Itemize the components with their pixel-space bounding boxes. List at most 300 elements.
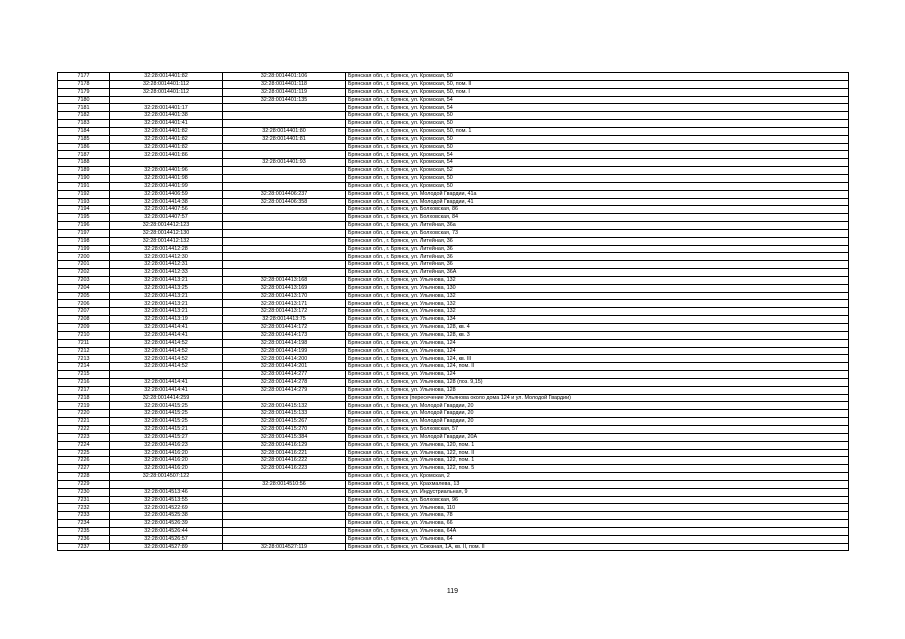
cadastral-number-cell: 32:28:0014414:198: [223, 339, 346, 347]
table-row: [58, 488, 849, 496]
row-number-cell: 7182: [58, 112, 110, 120]
row-number-cell: 7229: [58, 480, 110, 488]
cadastral-number-cell: 32:28:0014414:278: [223, 378, 346, 386]
parent-cadastral-number-cell: 32:28:0014525:38: [110, 512, 223, 520]
row-number-cell: 7203: [58, 276, 110, 284]
table-row: [58, 135, 849, 143]
address-cell: Брянская обл., г. Брянск, ул. Ульянова, 78: [346, 512, 849, 520]
cadastral-number-cell: [223, 473, 346, 481]
address-cell: Брянская обл., г. Брянск, ул. Кромская, 54: [346, 159, 849, 167]
table-row: [58, 222, 849, 230]
cadastral-number-cell: [223, 182, 346, 190]
table-row: [58, 473, 849, 481]
parent-cadastral-number-cell: 32:28:0014414:52: [110, 347, 223, 355]
row-number-cell: 7177: [58, 73, 110, 81]
row-number-cell: 7218: [58, 394, 110, 402]
address-cell: Брянская обл., г. Брянск, ул. Крахмалева, 13: [346, 480, 849, 488]
table-row: [58, 190, 849, 198]
table-row: [58, 543, 849, 551]
parent-cadastral-number-cell: 32:28:0014522:69: [110, 504, 223, 512]
parent-cadastral-number-cell: 32:28:0014406:59: [110, 190, 223, 198]
table-row: [58, 269, 849, 277]
address-cell: Брянская обл., г. Брянск, ул. Кромская, 50: [346, 112, 849, 120]
cadastral-number-cell: [223, 174, 346, 182]
parent-cadastral-number-cell: 32:28:0014414:52: [110, 363, 223, 371]
parent-cadastral-number-cell: 32:28:0014412:132: [110, 237, 223, 245]
table-row: [58, 261, 849, 269]
table-row: [58, 418, 849, 426]
cadastral-number-cell: 32:28:0014416:223: [223, 465, 346, 473]
address-cell: Брянская обл., г. Брянск, ул. Кромская, 54: [346, 104, 849, 112]
address-cell: Брянская обл., г. Брянск, ул. Ульянова, 134: [346, 316, 849, 324]
parent-cadastral-number-cell: 32:28:0014401:82: [110, 135, 223, 143]
cadastral-number-cell: 32:28:0014401:106: [223, 73, 346, 81]
address-cell: Брянская обл., г. Брянск, ул. Ульянова, 128, кв. 4: [346, 324, 849, 332]
table-row: [58, 347, 849, 355]
cadastral-number-cell: [223, 167, 346, 175]
parent-cadastral-number-cell: 32:28:0014401:99: [110, 182, 223, 190]
row-number-cell: 7190: [58, 174, 110, 182]
address-cell: Брянская обл., г. Брянск, ул. Ульянова, 132: [346, 300, 849, 308]
row-number-cell: 7227: [58, 465, 110, 473]
table-row: [58, 237, 849, 245]
row-number-cell: 7185: [58, 135, 110, 143]
row-number-cell: 7188: [58, 159, 110, 167]
table-row: [58, 410, 849, 418]
address-cell: Брянская обл., г. Брянск, ул. Ульянова, 64: [346, 535, 849, 543]
table-row: [58, 112, 849, 120]
address-cell: Брянская обл., г. Брянск, ул. Ульянова, 122, пом. 1: [346, 457, 849, 465]
row-number-cell: 7201: [58, 261, 110, 269]
row-number-cell: 7200: [58, 253, 110, 261]
row-number-cell: 7223: [58, 433, 110, 441]
row-number-cell: 7178: [58, 80, 110, 88]
row-number-cell: 7180: [58, 96, 110, 104]
parent-cadastral-number-cell: 32:28:0014412:31: [110, 261, 223, 269]
cadastral-number-cell: 32:28:0014413:172: [223, 308, 346, 316]
table-row: [58, 167, 849, 175]
table-row: [58, 425, 849, 433]
parent-cadastral-number-cell: 32:28:0014414:38: [110, 198, 223, 206]
parent-cadastral-number-cell: 32:28:0014415:25: [110, 418, 223, 426]
row-number-cell: 7234: [58, 520, 110, 528]
cadastral-number-cell: [223, 496, 346, 504]
cadastral-number-cell: [223, 229, 346, 237]
table-row: [58, 386, 849, 394]
cadastral-number-cell: 32:28:0014415:384: [223, 433, 346, 441]
address-cell: Брянская обл., г. Брянск, ул. Кромская, 50: [346, 135, 849, 143]
parent-cadastral-number-cell: 32:28:0014414:41: [110, 324, 223, 332]
address-cell: Брянская обл., г. Брянск, ул. Литейная, 36: [346, 261, 849, 269]
row-number-cell: 7231: [58, 496, 110, 504]
address-cell: Брянская обл., г. Брянск, ул. Ульянова, 132: [346, 308, 849, 316]
row-number-cell: 7217: [58, 386, 110, 394]
parent-cadastral-number-cell: 32:28:0014415:27: [110, 433, 223, 441]
parent-cadastral-number-cell: 32:28:0014414:259: [110, 394, 223, 402]
address-cell: Брянская обл., г. Брянск, ул. Литейная, 36а: [346, 222, 849, 230]
address-cell: Брянская обл., г. Брянск, ул. Ульянова, 124, кв. III: [346, 355, 849, 363]
parent-cadastral-number-cell: 32:28:0014414:41: [110, 378, 223, 386]
cadastral-number-cell: [223, 394, 346, 402]
address-cell: Брянская обл., г. Брянск, ул. Молодой Гвардии, 20: [346, 402, 849, 410]
parent-cadastral-number-cell: 32:28:0014401:38: [110, 112, 223, 120]
address-cell: Брянская обл., г. Брянск, ул. Молодой Гвардии, 20: [346, 418, 849, 426]
cadastral-number-cell: [223, 535, 346, 543]
table-row: [58, 245, 849, 253]
row-number-cell: 7204: [58, 284, 110, 292]
address-cell: Брянская обл., г. Брянск, ул. Кромская, 50: [346, 120, 849, 128]
parent-cadastral-number-cell: 32:28:0014526:39: [110, 520, 223, 528]
table-row: [58, 120, 849, 128]
table-row: [58, 339, 849, 347]
parent-cadastral-number-cell: 32:28:0014412:33: [110, 269, 223, 277]
row-number-cell: 7206: [58, 300, 110, 308]
row-number-cell: 7189: [58, 167, 110, 175]
cadastral-number-cell: [223, 206, 346, 214]
address-cell: Брянская обл., г. Брянск, ул. Ульянова, 122, пом. II: [346, 449, 849, 457]
table-row: [58, 104, 849, 112]
parent-cadastral-number-cell: 32:28:0014527:89: [110, 543, 223, 551]
cadastral-number-cell: 32:28:0014414:173: [223, 331, 346, 339]
parent-cadastral-number-cell: 32:28:0014413:21: [110, 276, 223, 284]
address-cell: Брянская обл., г. Брянск, ул. Ульянова, 132: [346, 276, 849, 284]
table-row: [58, 88, 849, 96]
cadastral-number-cell: 32:28:0014416:221: [223, 449, 346, 457]
parent-cadastral-number-cell: 32:28:0014401:82: [110, 127, 223, 135]
cadastral-number-cell: 32:28:0014401:81: [223, 135, 346, 143]
parent-cadastral-number-cell: 32:28:0014513:55: [110, 496, 223, 504]
cadastral-number-cell: 32:28:0014401:135: [223, 96, 346, 104]
row-number-cell: 7237: [58, 543, 110, 551]
table-row: [58, 206, 849, 214]
address-cell: Брянская обл., г. Брянск, ул. Болховская, 73: [346, 229, 849, 237]
parent-cadastral-number-cell: 32:28:0014401:82: [110, 73, 223, 81]
cadastral-number-cell: 32:28:0014401:118: [223, 80, 346, 88]
table-row: [58, 496, 849, 504]
address-cell: Брянская обл., г. Брянск, ул. Болховская, 86: [346, 206, 849, 214]
parent-cadastral-number-cell: 32:28:0014415:25: [110, 410, 223, 418]
address-cell: Брянская обл., г. Брянск, ул. Болховская, 84: [346, 214, 849, 222]
address-cell: Брянская обл., г. Брянск, ул. Ульянова, 128: [346, 386, 849, 394]
address-cell: Брянская обл., г. Брянск (пересечение Ульянова около дома 124 и ул. Молодой Гвардии): [346, 394, 849, 402]
parent-cadastral-number-cell: 32:28:0014507:122: [110, 473, 223, 481]
address-cell: Брянская обл., г. Брянск, ул. Ульянова, 128 (поз. 9,15): [346, 378, 849, 386]
row-number-cell: 7212: [58, 347, 110, 355]
address-cell: Брянская обл., г. Брянск, ул. Ульянова, 66: [346, 520, 849, 528]
cadastral-number-cell: [223, 504, 346, 512]
parent-cadastral-number-cell: 32:28:0014412:28: [110, 245, 223, 253]
row-number-cell: 7219: [58, 402, 110, 410]
address-cell: Брянская обл., г. Брянск, ул. Ульянова, 124: [346, 371, 849, 379]
parent-cadastral-number-cell: 32:28:0014415:21: [110, 425, 223, 433]
row-number-cell: 7220: [58, 410, 110, 418]
address-cell: Брянская обл., г. Брянск, ул. Ульянова, 124: [346, 347, 849, 355]
registry-table: [57, 72, 849, 551]
row-number-cell: 7207: [58, 308, 110, 316]
table-row: [58, 292, 849, 300]
address-cell: Брянская обл., г. Брянск, ул. Кромская, 50: [346, 143, 849, 151]
parent-cadastral-number-cell: [110, 96, 223, 104]
parent-cadastral-number-cell: 32:28:0014416:20: [110, 465, 223, 473]
cadastral-number-cell: [223, 120, 346, 128]
cadastral-number-cell: 32:28:0014413:169: [223, 284, 346, 292]
address-cell: Брянская обл., г. Брянск, ул. Кромская, 54: [346, 96, 849, 104]
address-cell: Брянская обл., г. Брянск, ул. Кромская, 2: [346, 473, 849, 481]
table-row: [58, 143, 849, 151]
row-number-cell: 7221: [58, 418, 110, 426]
row-number-cell: 7198: [58, 237, 110, 245]
row-number-cell: 7179: [58, 88, 110, 96]
table-row: [58, 371, 849, 379]
parent-cadastral-number-cell: 32:28:0014413:21: [110, 292, 223, 300]
cadastral-number-cell: 32:28:0014413:170: [223, 292, 346, 300]
parent-cadastral-number-cell: 32:28:0014414:41: [110, 386, 223, 394]
address-cell: Брянская обл., г. Брянск, ул. Кромская, 50: [346, 182, 849, 190]
row-number-cell: 7224: [58, 441, 110, 449]
table-row: [58, 229, 849, 237]
table-row: [58, 214, 849, 222]
cadastral-number-cell: 32:28:0014415:267: [223, 418, 346, 426]
table-row: [58, 457, 849, 465]
cadastral-number-cell: 32:28:0014401:119: [223, 88, 346, 96]
parent-cadastral-number-cell: 32:28:0014412:123: [110, 222, 223, 230]
cadastral-number-cell: 32:28:0014415:133: [223, 410, 346, 418]
row-number-cell: 7202: [58, 269, 110, 277]
parent-cadastral-number-cell: 32:28:0014412:30: [110, 253, 223, 261]
address-cell: Брянская обл., г. Брянск, ул. Литейная, 36А: [346, 269, 849, 277]
row-number-cell: 7213: [58, 355, 110, 363]
parent-cadastral-number-cell: 32:28:0014401:82: [110, 143, 223, 151]
address-cell: Брянская обл., г. Брянск, ул. Молодой Гвардии, 20А: [346, 433, 849, 441]
cadastral-number-cell: 32:28:0014416:129: [223, 441, 346, 449]
address-cell: Брянская обл., г. Брянск, ул. Молодой Гвардии, 41а: [346, 190, 849, 198]
table-row: [58, 284, 849, 292]
row-number-cell: 7214: [58, 363, 110, 371]
row-number-cell: 7232: [58, 504, 110, 512]
cadastral-number-cell: 32:28:0014527:119: [223, 543, 346, 551]
table-row: [58, 324, 849, 332]
row-number-cell: 7196: [58, 222, 110, 230]
table-row: [58, 159, 849, 167]
table-row: [58, 276, 849, 284]
table-row: [58, 96, 849, 104]
address-cell: Брянская обл., г. Брянск, ул. Кромская, 52: [346, 167, 849, 175]
parent-cadastral-number-cell: 32:28:0014526:44: [110, 527, 223, 535]
page-number: 119: [446, 588, 459, 595]
address-cell: Брянская обл., г. Брянск, ул. Молодой Гвардии, 41: [346, 198, 849, 206]
cadastral-number-cell: [223, 269, 346, 277]
parent-cadastral-number-cell: 32:28:0014401:112: [110, 88, 223, 96]
parent-cadastral-number-cell: 32:28:0014513:46: [110, 488, 223, 496]
cadastral-number-cell: [223, 143, 346, 151]
row-number-cell: 7226: [58, 457, 110, 465]
parent-cadastral-number-cell: 32:28:0014407:57: [110, 214, 223, 222]
row-number-cell: 7236: [58, 535, 110, 543]
parent-cadastral-number-cell: 32:28:0014401:112: [110, 80, 223, 88]
cadastral-number-cell: 32:28:0014414:277: [223, 371, 346, 379]
address-cell: Брянская обл., г. Брянск, ул. Ульянова, 124: [346, 339, 849, 347]
cadastral-number-cell: [223, 151, 346, 159]
table-row: [58, 433, 849, 441]
address-cell: Брянская обл., г. Брянск, ул. Болховская, 57: [346, 425, 849, 433]
cadastral-number-cell: 32:28:0014401:80: [223, 127, 346, 135]
row-number-cell: 7193: [58, 198, 110, 206]
parent-cadastral-number-cell: 32:28:0014413:25: [110, 284, 223, 292]
cadastral-number-cell: 32:28:0014413:168: [223, 276, 346, 284]
address-cell: Брянская обл., г. Брянск, ул. Ульянова, 130: [346, 284, 849, 292]
row-number-cell: 7235: [58, 527, 110, 535]
cadastral-number-cell: [223, 245, 346, 253]
cadastral-number-cell: [223, 112, 346, 120]
table-row: [58, 300, 849, 308]
parent-cadastral-number-cell: 32:28:0014401:96: [110, 167, 223, 175]
table-row: [58, 316, 849, 324]
address-cell: Брянская обл., г. Брянск, ул. Ульянова, 128, кв. 3: [346, 331, 849, 339]
cadastral-number-cell: 32:28:0014413:171: [223, 300, 346, 308]
row-number-cell: 7195: [58, 214, 110, 222]
row-number-cell: 7230: [58, 488, 110, 496]
parent-cadastral-number-cell: 32:28:0014401:17: [110, 104, 223, 112]
row-number-cell: 7215: [58, 371, 110, 379]
row-number-cell: 7187: [58, 151, 110, 159]
cadastral-number-cell: 32:28:0014415:270: [223, 425, 346, 433]
parent-cadastral-number-cell: 32:28:0014413:21: [110, 308, 223, 316]
table-row: [58, 198, 849, 206]
table-row: [58, 504, 849, 512]
table-row: [58, 80, 849, 88]
cadastral-number-cell: [223, 214, 346, 222]
row-number-cell: 7225: [58, 449, 110, 457]
address-cell: Брянская обл., г. Брянск, ул. Кромская, 50: [346, 174, 849, 182]
table-row: [58, 520, 849, 528]
address-cell: Брянская обл., г. Брянск, ул. Индустриальная, 9: [346, 488, 849, 496]
cadastral-number-cell: 32:28:0014414:201: [223, 363, 346, 371]
address-cell: Брянская обл., г. Брянск, ул. Ульянова, 64А: [346, 527, 849, 535]
row-number-cell: 7192: [58, 190, 110, 198]
address-cell: Брянская обл., г. Брянск, ул. Ульянова, 120, пом. 1: [346, 441, 849, 449]
table-row: [58, 127, 849, 135]
parent-cadastral-number-cell: 32:28:0014413:19: [110, 316, 223, 324]
address-cell: Брянская обл., г. Брянск, ул. Болховская, 96: [346, 496, 849, 504]
cadastral-number-cell: 32:28:0014510:56: [223, 480, 346, 488]
cadastral-number-cell: 32:28:0014415:132: [223, 402, 346, 410]
registry-table-body: [58, 73, 849, 551]
parent-cadastral-number-cell: 32:28:0014401:98: [110, 174, 223, 182]
cadastral-number-cell: 32:28:0014406:237: [223, 190, 346, 198]
address-cell: Брянская обл., г. Брянск, ул. Ульянова, 122, пом. 5: [346, 465, 849, 473]
parent-cadastral-number-cell: 32:28:0014407:56: [110, 206, 223, 214]
address-cell: Брянская обл., г. Брянск, ул. Молодой Гвардии, 20: [346, 410, 849, 418]
cadastral-number-cell: 32:28:0014416:222: [223, 457, 346, 465]
cadastral-number-cell: 32:28:0014414:172: [223, 324, 346, 332]
row-number-cell: 7181: [58, 104, 110, 112]
table-row: [58, 441, 849, 449]
table-row: [58, 174, 849, 182]
row-number-cell: 7208: [58, 316, 110, 324]
parent-cadastral-number-cell: 32:28:0014414:41: [110, 331, 223, 339]
row-number-cell: 7228: [58, 473, 110, 481]
table-row: [58, 151, 849, 159]
cadastral-number-cell: 32:28:0014414:200: [223, 355, 346, 363]
address-cell: Брянская обл., г. Брянск, ул. Ульянова, 110: [346, 504, 849, 512]
table-row: [58, 363, 849, 371]
table-row: [58, 253, 849, 261]
parent-cadastral-number-cell: 32:28:0014401:86: [110, 151, 223, 159]
parent-cadastral-number-cell: [110, 371, 223, 379]
cadastral-number-cell: 32:28:0014401:93: [223, 159, 346, 167]
table-row: [58, 355, 849, 363]
table-row: [58, 480, 849, 488]
parent-cadastral-number-cell: 32:28:0014526:57: [110, 535, 223, 543]
table-row: [58, 512, 849, 520]
table-row: [58, 465, 849, 473]
table-row: [58, 535, 849, 543]
cadastral-number-cell: [223, 520, 346, 528]
row-number-cell: 7211: [58, 339, 110, 347]
parent-cadastral-number-cell: 32:28:0014416:23: [110, 441, 223, 449]
address-cell: Брянская обл., г. Брянск, ул. Кромская, 50, пом. 1: [346, 127, 849, 135]
parent-cadastral-number-cell: [110, 480, 223, 488]
row-number-cell: 7191: [58, 182, 110, 190]
address-cell: Брянская обл., г. Брянск, ул. Ульянова, 132: [346, 292, 849, 300]
row-number-cell: 7233: [58, 512, 110, 520]
table-row: [58, 182, 849, 190]
address-cell: Брянская обл., г. Брянск, ул. Кромская, 50, пом. II: [346, 80, 849, 88]
table-row: [58, 394, 849, 402]
parent-cadastral-number-cell: 32:28:0014401:41: [110, 120, 223, 128]
cadastral-number-cell: [223, 253, 346, 261]
address-cell: Брянская обл., г. Брянск, ул. Кромская, 54: [346, 151, 849, 159]
cadastral-number-cell: [223, 222, 346, 230]
parent-cadastral-number-cell: 32:28:0014413:21: [110, 300, 223, 308]
cadastral-number-cell: [223, 512, 346, 520]
row-number-cell: 7184: [58, 127, 110, 135]
parent-cadastral-number-cell: 32:28:0014414:52: [110, 355, 223, 363]
parent-cadastral-number-cell: 32:28:0014416:20: [110, 457, 223, 465]
parent-cadastral-number-cell: [110, 159, 223, 167]
address-cell: Брянская обл., г. Брянск, ул. Кромская, 50, пом. I: [346, 88, 849, 96]
address-cell: Брянская обл., г. Брянск, ул. Союзная, 1А, кв. II, пом. II: [346, 543, 849, 551]
parent-cadastral-number-cell: 32:28:0014416:20: [110, 449, 223, 457]
table-row: [58, 378, 849, 386]
cadastral-number-cell: [223, 237, 346, 245]
row-number-cell: 7210: [58, 331, 110, 339]
address-cell: Брянская обл., г. Брянск, ул. Литейная, 36: [346, 253, 849, 261]
row-number-cell: 7216: [58, 378, 110, 386]
row-number-cell: 7194: [58, 206, 110, 214]
row-number-cell: 7209: [58, 324, 110, 332]
cadastral-number-cell: [223, 261, 346, 269]
address-cell: Брянская обл., г. Брянск, ул. Литейная, 36: [346, 237, 849, 245]
table-row: [58, 402, 849, 410]
table-row: [58, 527, 849, 535]
table-row: [58, 331, 849, 339]
cadastral-number-cell: [223, 488, 346, 496]
table-row: [58, 449, 849, 457]
parent-cadastral-number-cell: 32:28:0014414:52: [110, 339, 223, 347]
table-row: [58, 308, 849, 316]
cadastral-number-cell: 32:28:0014414:199: [223, 347, 346, 355]
cadastral-number-cell: 32:28:0014414:279: [223, 386, 346, 394]
address-cell: Брянская обл., г. Брянск, ул. Литейная, 36: [346, 245, 849, 253]
cadastral-number-cell: [223, 104, 346, 112]
row-number-cell: 7197: [58, 229, 110, 237]
row-number-cell: 7186: [58, 143, 110, 151]
row-number-cell: 7205: [58, 292, 110, 300]
row-number-cell: 7183: [58, 120, 110, 128]
table-row: [58, 73, 849, 81]
address-cell: Брянская обл., г. Брянск, ул. Ульянова, 124, пом. II: [346, 363, 849, 371]
